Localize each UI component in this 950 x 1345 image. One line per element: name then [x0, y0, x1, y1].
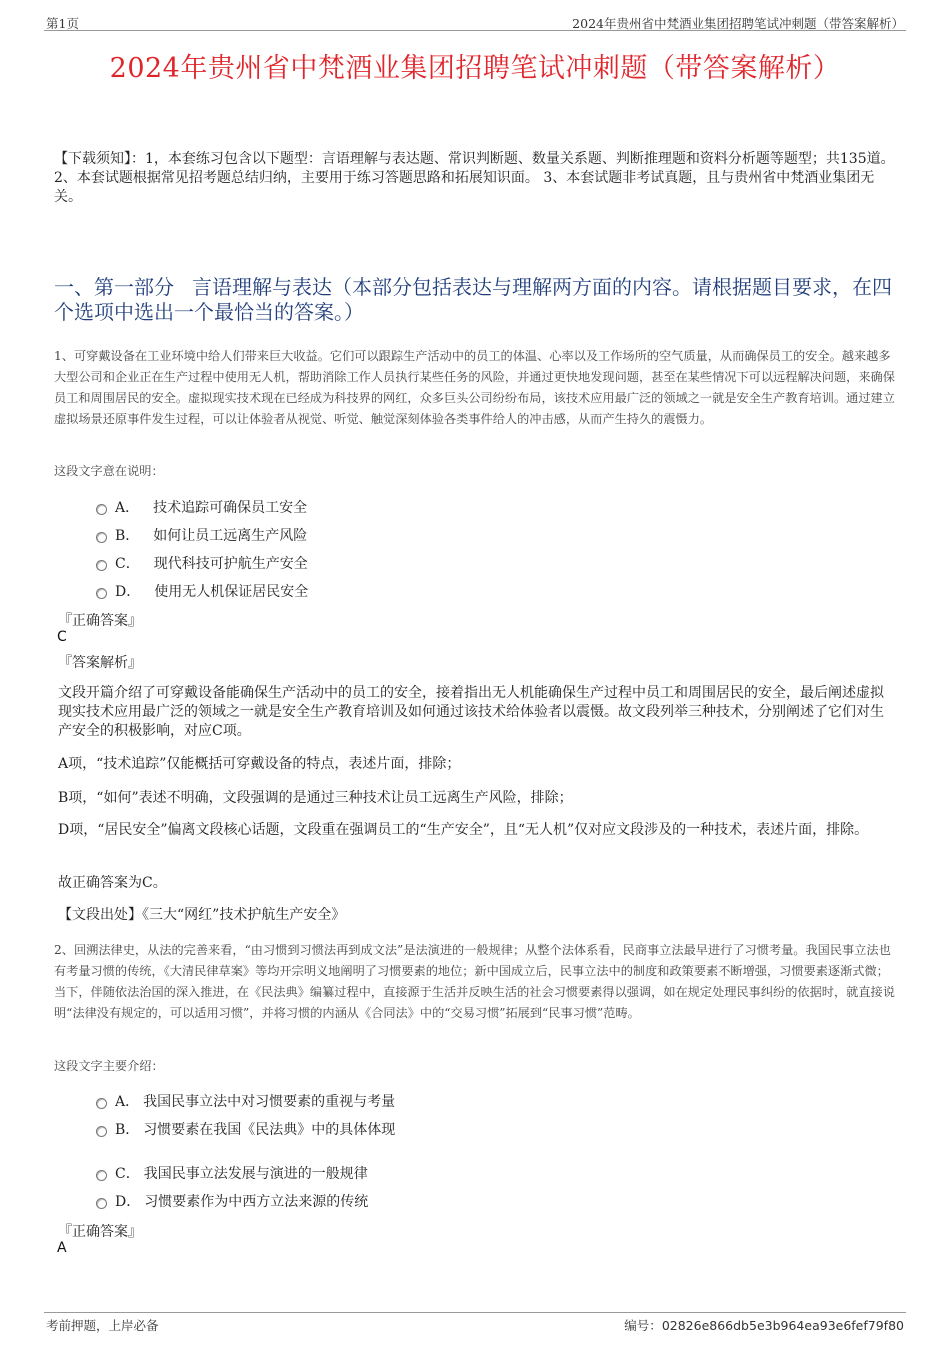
radio-icon[interactable]	[96, 1098, 107, 1109]
document-title: 2024年贵州省中梵酒业集团招聘笔试冲刺题（带答案解析）	[109, 53, 841, 84]
page-footer	[44, 1312, 906, 1335]
section-text: 言语理解与表达（本部分包括表达与理解两方面的内容。请根据题目要求，在四个选项中选出一个最恰当的答案。）	[54, 275, 892, 324]
footer-code: 编号：02826e866db5e3b964ea93e6fef79f80	[624, 1318, 904, 1333]
page-header	[44, 10, 906, 31]
q1-analysis-a: A项，“技术追踪”仅能概括可穿戴设备的特点，表述片面，排除；	[58, 756, 461, 772]
q2-stem: 2、回溯法律史，从法的完善来看，“由习惯到习惯法再到成文法”是法演进的一般规律；从整个法体系看，民商事立法最早进行了习惯考量。我国民事立法也有考量习惯的传统，《大清民律草案》等均开宗明义地阐明了习惯要素的地位；新中国成立后，民事立法中的制度和政策要素不断增强，习惯要素逐渐式微；当下，伴随依法治国的深入推进，在《民法典》编纂过程中，直接源于生活并反映生活的社会习惯要素得以强调，如在规定处理民事纠纷的依据时，就直接说明“法律没有规定的，可以适用习惯”，并将习惯的内涵从《合同法》中的“交易习惯”拓展到“民事习惯”范畴。	[54, 943, 895, 1020]
q1-option-c[interactable]: C． 现代科技可护航生产安全	[96, 553, 308, 573]
footer-slogan: 考前押题，上岸必备	[46, 1318, 159, 1333]
q1-analysis-label: 『答案解析』	[58, 655, 142, 671]
q1-analysis-summary: 文段开篇介绍了可穿戴设备能确保生产活动中的员工的安全，接着指出无人机能确保生产过程中员工和周围居民的安全，最后阐述虚拟现实技术应用最广泛的领域之一就是安全生产教育培训及如何通过该技术给体验者以震慑。故文段列举三种技术，分别阐述了它们对生产安全的积极影响，对应C项。	[58, 685, 884, 739]
radio-icon[interactable]	[96, 1126, 107, 1137]
download-notice: 【下载须知】：1，本套练习包含以下题型：言语理解与表达题、常识判断题、数量关系题、判断推理题和资料分析题等题型；共135道。 2、本套试题根据常见招考题总结归纳，主要用于练习答题思路和拓展知识面。 3、本套试题非考试真题，且与贵州省中梵酒业集团无关。	[54, 151, 895, 205]
header-doc-title: 2024年贵州省中梵酒业集团招聘笔试冲刺题（带答案解析）	[572, 16, 904, 31]
q1-answer: C	[57, 629, 67, 645]
q1-option-a[interactable]: A． 技术追踪可确保员工安全	[96, 497, 307, 517]
radio-icon[interactable]	[96, 1170, 107, 1181]
q1-answer-label: 『正确答案』	[58, 613, 142, 629]
q2-answer: A	[57, 1240, 67, 1256]
q2-prompt: 这段文字主要介绍：	[54, 1059, 164, 1073]
q2-option-b[interactable]: B． 习惯要素在我国《民法典》中的具体体现	[96, 1119, 395, 1139]
q1-source: 【文段出处】《三大“网红”技术护航生产安全》	[58, 907, 346, 923]
q1-analysis-b: B项，“如何”表述不明确，文段强调的是通过三种技术让员工远离生产风险，排除；	[58, 790, 573, 806]
section-heading	[54, 275, 900, 325]
radio-icon[interactable]	[96, 1198, 107, 1209]
q1-option-d[interactable]: D． 使用无人机保证居民安全	[96, 581, 308, 601]
radio-icon[interactable]	[96, 560, 107, 571]
radio-icon[interactable]	[96, 504, 107, 515]
radio-icon[interactable]	[96, 588, 107, 599]
q1-analysis-d: D项，“居民安全”偏离文段核心话题，文段重在强调员工的“生产安全”，且“无人机”仅对应文段涉及的一种技术，表述片面，排除。	[58, 822, 869, 838]
q2-option-c[interactable]: C． 我国民事立法发展与演进的一般规律	[96, 1163, 368, 1183]
section-number: 一、第一部分	[54, 275, 174, 299]
radio-icon[interactable]	[96, 532, 107, 543]
q1-prompt: 这段文字意在说明：	[54, 464, 164, 478]
page-number: 第1页	[46, 16, 79, 31]
q2-answer-label: 『正确答案』	[58, 1224, 142, 1240]
q2-option-a[interactable]: A． 我国民事立法中对习惯要素的重视与考量	[96, 1091, 395, 1111]
q2-option-d[interactable]: D． 习惯要素作为中西方立法来源的传统	[96, 1191, 368, 1211]
q1-analysis-conclusion: 故正确答案为C。	[58, 875, 167, 891]
q1-option-b[interactable]: B． 如何让员工远离生产风险	[96, 525, 307, 545]
q1-stem: 1、可穿戴设备在工业环境中给人们带来巨大收益。它们可以跟踪生产活动中的员工的体温、心率以及工作场所的空气质量，从而确保员工的安全。越来越多大型公司和企业正在生产过程中使用无人机，帮助消除工作人员执行某些任务的风险，并通过更快地发现问题，甚至在某些情况下可以远程解决问题，来确保员工和周围居民的安全。虚拟现实技术现在已经成为科技界的网红，众多巨头公司纷纷布局，该技术应用最广泛的领域之一就是安全生产教育培训。通过建立虚拟场景还原事件发生过程，可以让体验者从视觉、听觉、触觉深刻体验各类事件给人的冲击感，从而产生持久的震慑力。	[54, 349, 895, 426]
